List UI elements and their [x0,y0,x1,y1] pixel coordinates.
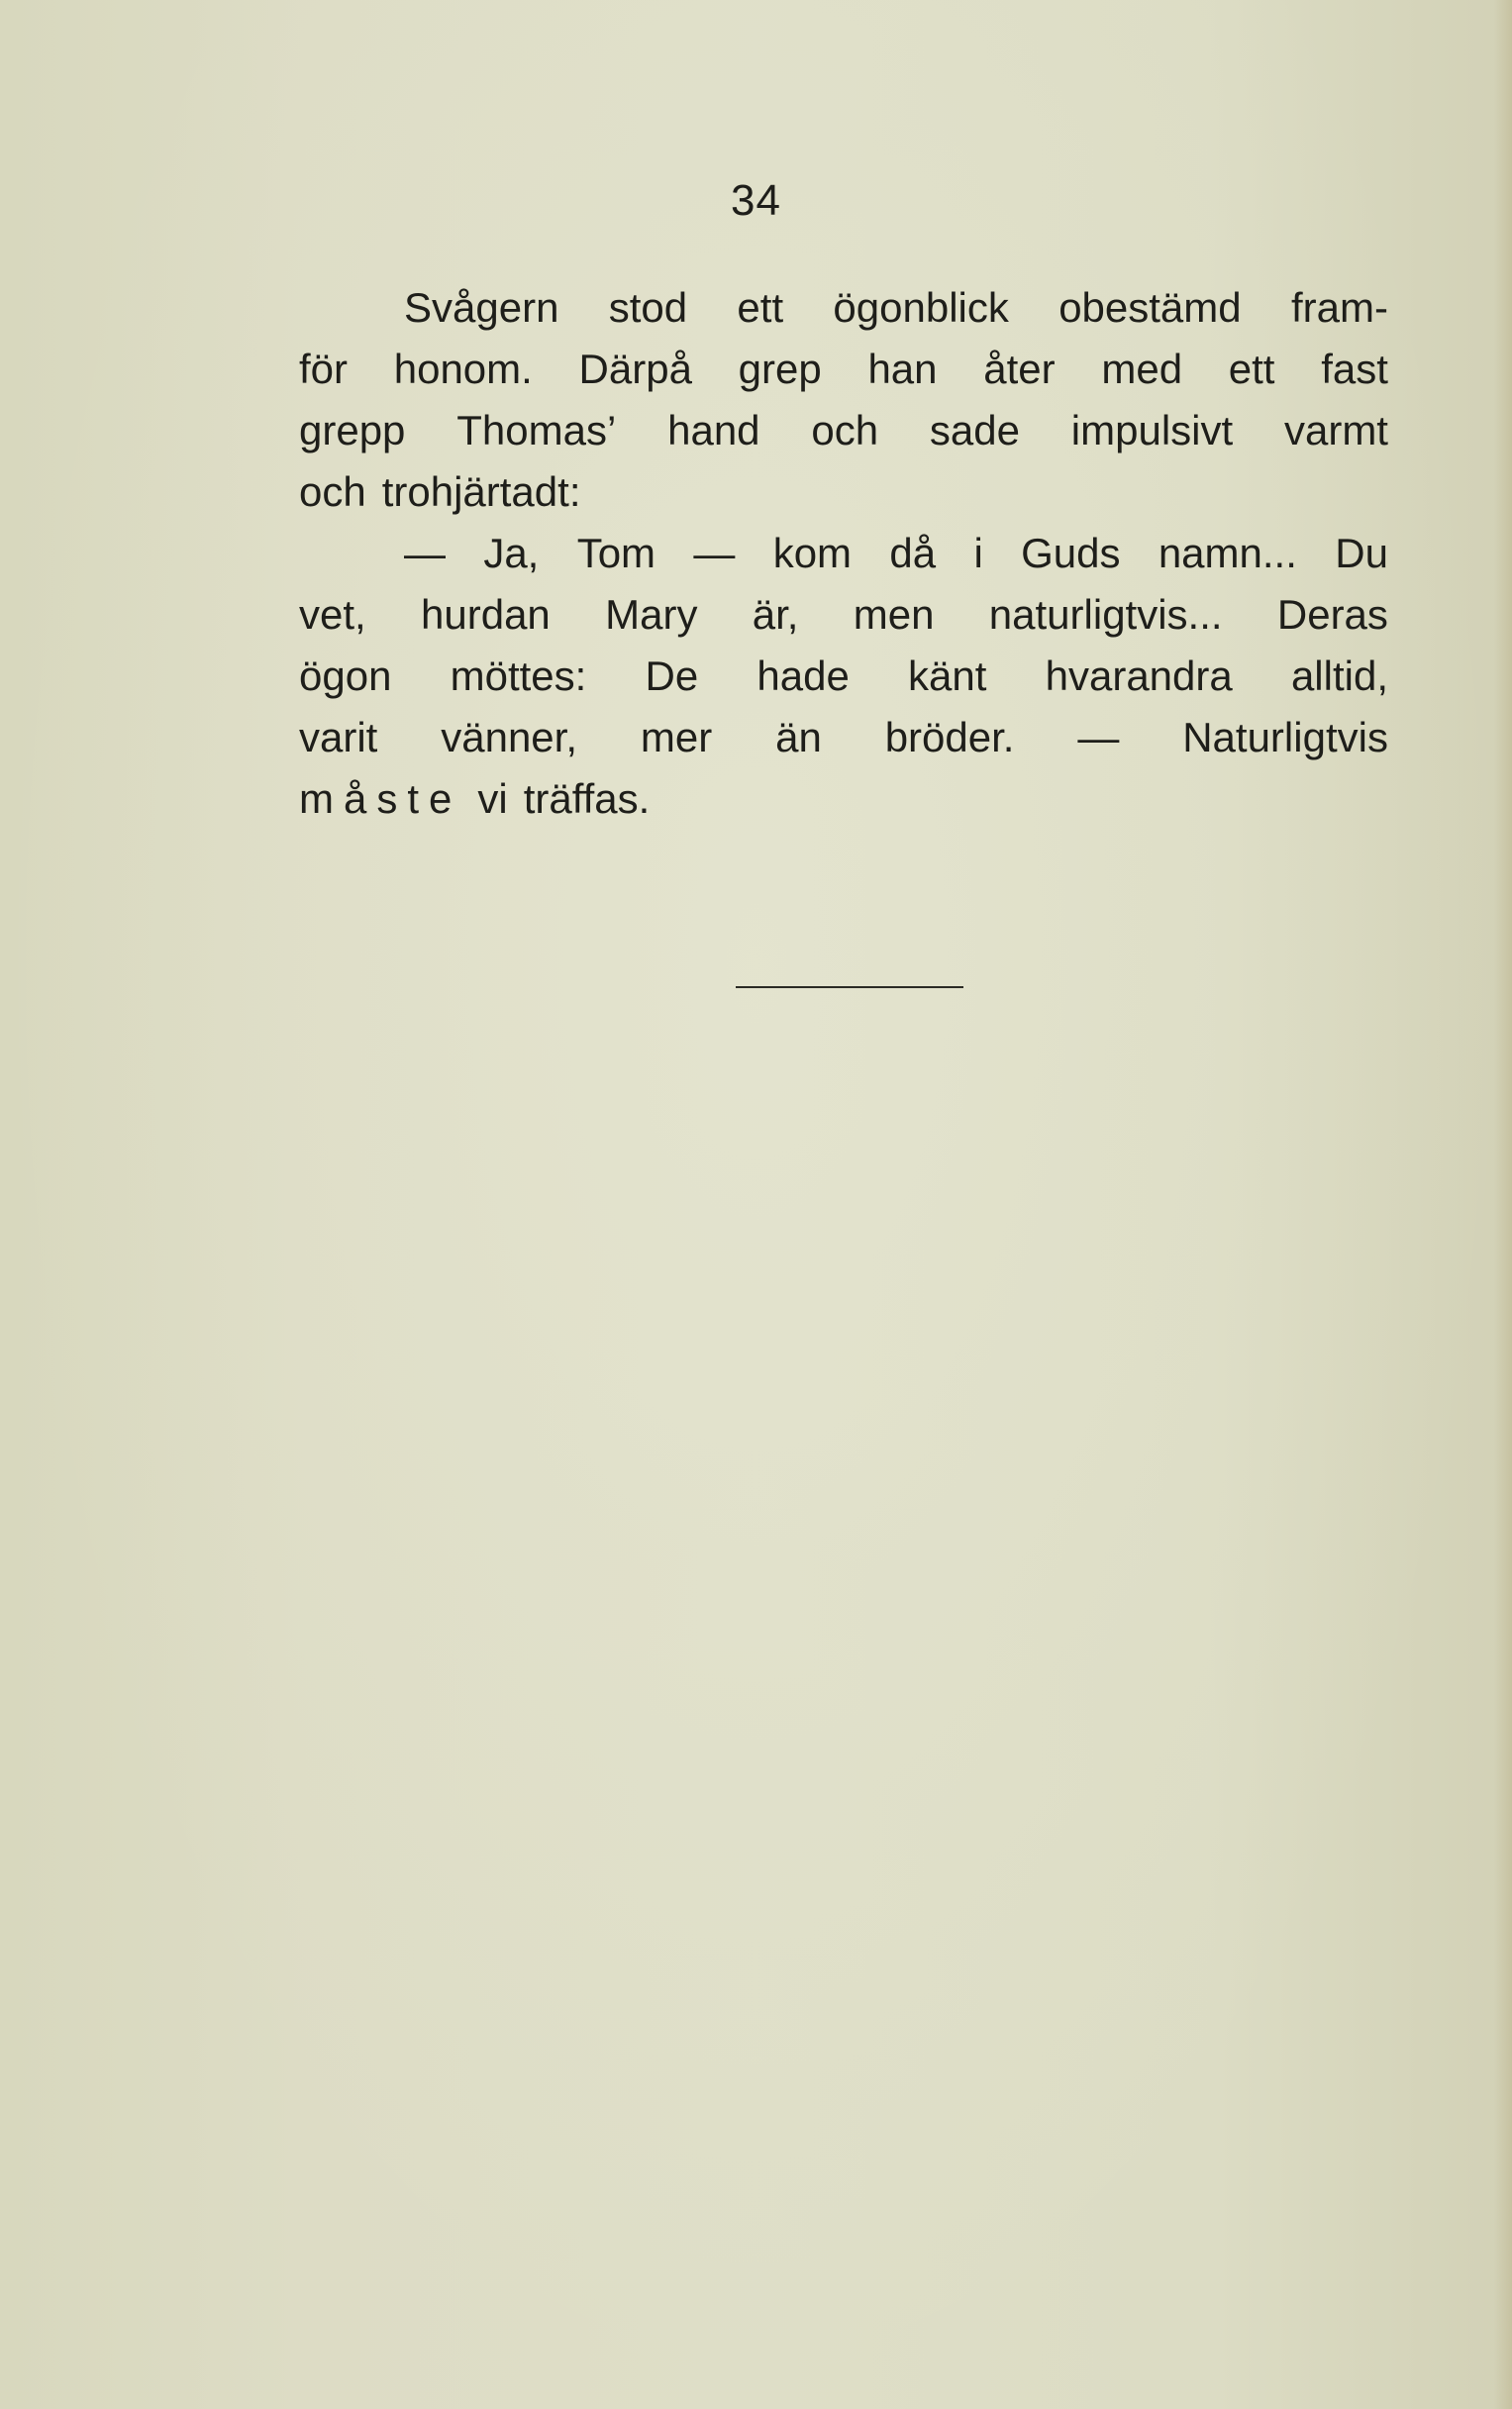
text-line: ögon möttes: De hade känt hvarandra alltid, [299,652,1388,699]
body-text [299,277,1388,830]
text-line: måste vi träffas. [299,768,1388,830]
text-line: och trohjärtadt: [299,468,581,515]
page-edge-shadow [1494,0,1512,2409]
text-line: varit vänner, mer än bröder. — Naturligtvis [299,714,1388,760]
text-line: för honom. Därpå grep han åter med ett fast [299,346,1388,392]
text-line: — Ja, Tom — kom då i Guds namn... Du [404,530,1388,576]
text-line: Svågern stod ett ögonblick obestämd fram- [404,284,1388,331]
end-rule [736,986,963,988]
emphasized-word: måste [299,775,462,822]
page-number: 34 [731,176,781,225]
text-line: vet, hurdan Mary är, men naturligtvis... Deras [299,591,1388,638]
text-line: grepp Thomas’ hand och sade impulsivt varmt [299,407,1388,453]
